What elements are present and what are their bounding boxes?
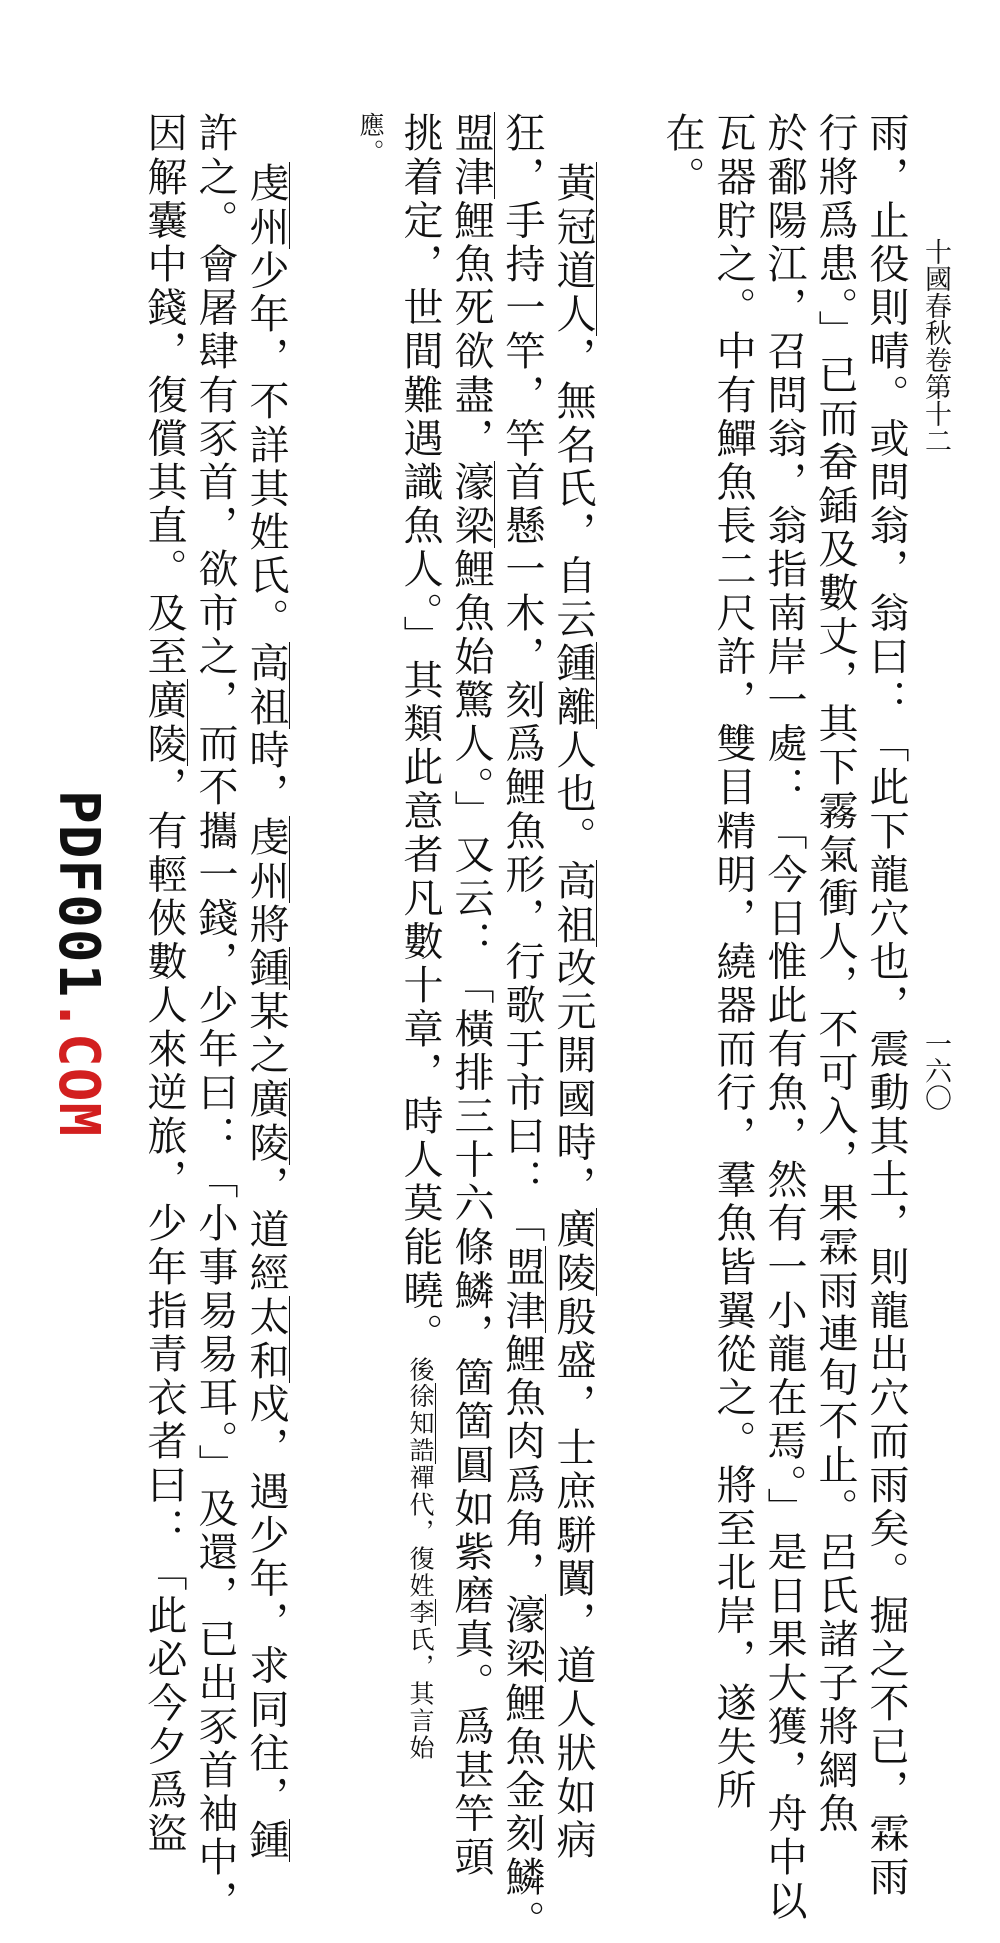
proper-name: 高祖 — [243, 641, 289, 729]
column-text: 鯉魚始驚人。」又云：「橫排三十六條鱗，箇箇圓如紫磨真。爲甚竿頭 — [448, 548, 494, 1880]
column-text: 將 — [243, 903, 289, 947]
column-text: 時， — [243, 728, 289, 817]
column-text: ，有輕俠數人來逆旅，少年指青衣者曰：「此必今夕爲盜 — [141, 766, 187, 1857]
column-text: 鯉魚肉爲角， — [499, 1332, 545, 1595]
text-column-13 — [141, 112, 187, 1857]
column-text: 鯉魚金刻鱗。 — [499, 1681, 545, 1943]
text-column-6 — [550, 162, 596, 1863]
text-column-3: 於鄱陽江，召問翁，翁指南岸一處：「今日惟此有魚，然有一小龍在焉。」是日果大獲，舟中以 — [761, 112, 807, 1924]
text-column-8 — [448, 112, 494, 1880]
book-title-header: 十國春秋卷第十二 — [920, 238, 951, 454]
column-text: 殷盛，士庶駢闐，道人狀如病 — [550, 1295, 596, 1863]
column-text: 因解囊中錢，復償其直。及至 — [141, 112, 187, 679]
proper-name: 虔州 — [243, 162, 289, 250]
note-text: 氏，其言始 — [406, 1626, 435, 1762]
proper-name: 盟津 — [499, 1245, 545, 1333]
site-watermark — [46, 790, 111, 1138]
column-text: 戍，遇少年，求同往， — [243, 1382, 289, 1819]
text-column-1: 雨，止役則晴。或問翁，翁曰：「此下龍穴也，震動其土，則龍出穴而雨矣。掘之不已，霖雨 — [863, 112, 909, 1900]
text-column-12: 許之。會屠肆有豕首，欲市之，而不攜一錢，少年曰：「小事易易耳。」及還，已出豕首袖中， — [192, 112, 238, 1924]
column-text: 少年，不詳其姓氏。 — [243, 249, 289, 642]
page-number: 一六〇 — [920, 1030, 951, 1111]
text-column-7 — [499, 112, 545, 1943]
column-text: 改元開國時， — [550, 946, 596, 1209]
proper-name: 虔州 — [243, 816, 289, 904]
proper-name: 鍾 — [243, 1818, 289, 1863]
text-column-4: 瓦器貯之。中有鱓魚長二尺許，雙目精明，繞器而行，羣魚皆翼從之。將至北岸，遂失所 — [710, 112, 756, 1813]
proper-name: 徐知誥 — [406, 1383, 435, 1465]
text-column-2: 行將爲患。」已而畚鍤及數丈，其下霧氣衝人，不可入，果霖雨連旬不止。呂氏諸子將網魚 — [812, 112, 858, 1836]
column-text: 鯉魚死欲盡， — [448, 199, 494, 461]
proper-name: 廣陵 — [550, 1208, 596, 1296]
column-text: 人也。 — [550, 728, 596, 860]
proper-name: 廣陵 — [243, 1077, 289, 1165]
column-text: ，無名氏，自云 — [550, 336, 596, 642]
proper-name: 盟津 — [448, 112, 494, 200]
watermark-part: .COM — [46, 998, 111, 1138]
proper-name: 濠梁 — [499, 1594, 545, 1682]
annotation-note — [406, 1356, 436, 1761]
proper-name: 廣陵 — [141, 678, 187, 767]
column-text: 狂，手持一竿，竿首懸一木，刻爲鯉魚形，行歌于市曰：「 — [499, 112, 545, 1246]
proper-name: 高祖 — [550, 859, 596, 947]
proper-name: 鍾 — [243, 946, 289, 991]
proper-name: 鍾離 — [550, 641, 596, 729]
annotation-continuation: 應。 — [356, 112, 385, 166]
note-text: 禪代，復姓 — [406, 1464, 435, 1600]
watermark-part: PDF001 — [46, 790, 111, 999]
proper-name: 濠梁 — [448, 460, 494, 549]
note-text: 後 — [406, 1356, 435, 1384]
column-text: 挑着定，世間難遇識魚人。」其類此意者凡數十章，時人莫能曉。 — [397, 112, 443, 1357]
proper-name: 黃冠道人 — [550, 162, 596, 337]
text-column-11 — [243, 162, 289, 1863]
text-column-5: 在。 — [659, 112, 705, 200]
proper-name: 太和 — [243, 1295, 289, 1383]
column-text: 某之 — [243, 990, 289, 1078]
column-text: ，道經 — [243, 1164, 289, 1296]
text-column-9 — [397, 112, 443, 1762]
proper-name: 李 — [406, 1599, 435, 1627]
